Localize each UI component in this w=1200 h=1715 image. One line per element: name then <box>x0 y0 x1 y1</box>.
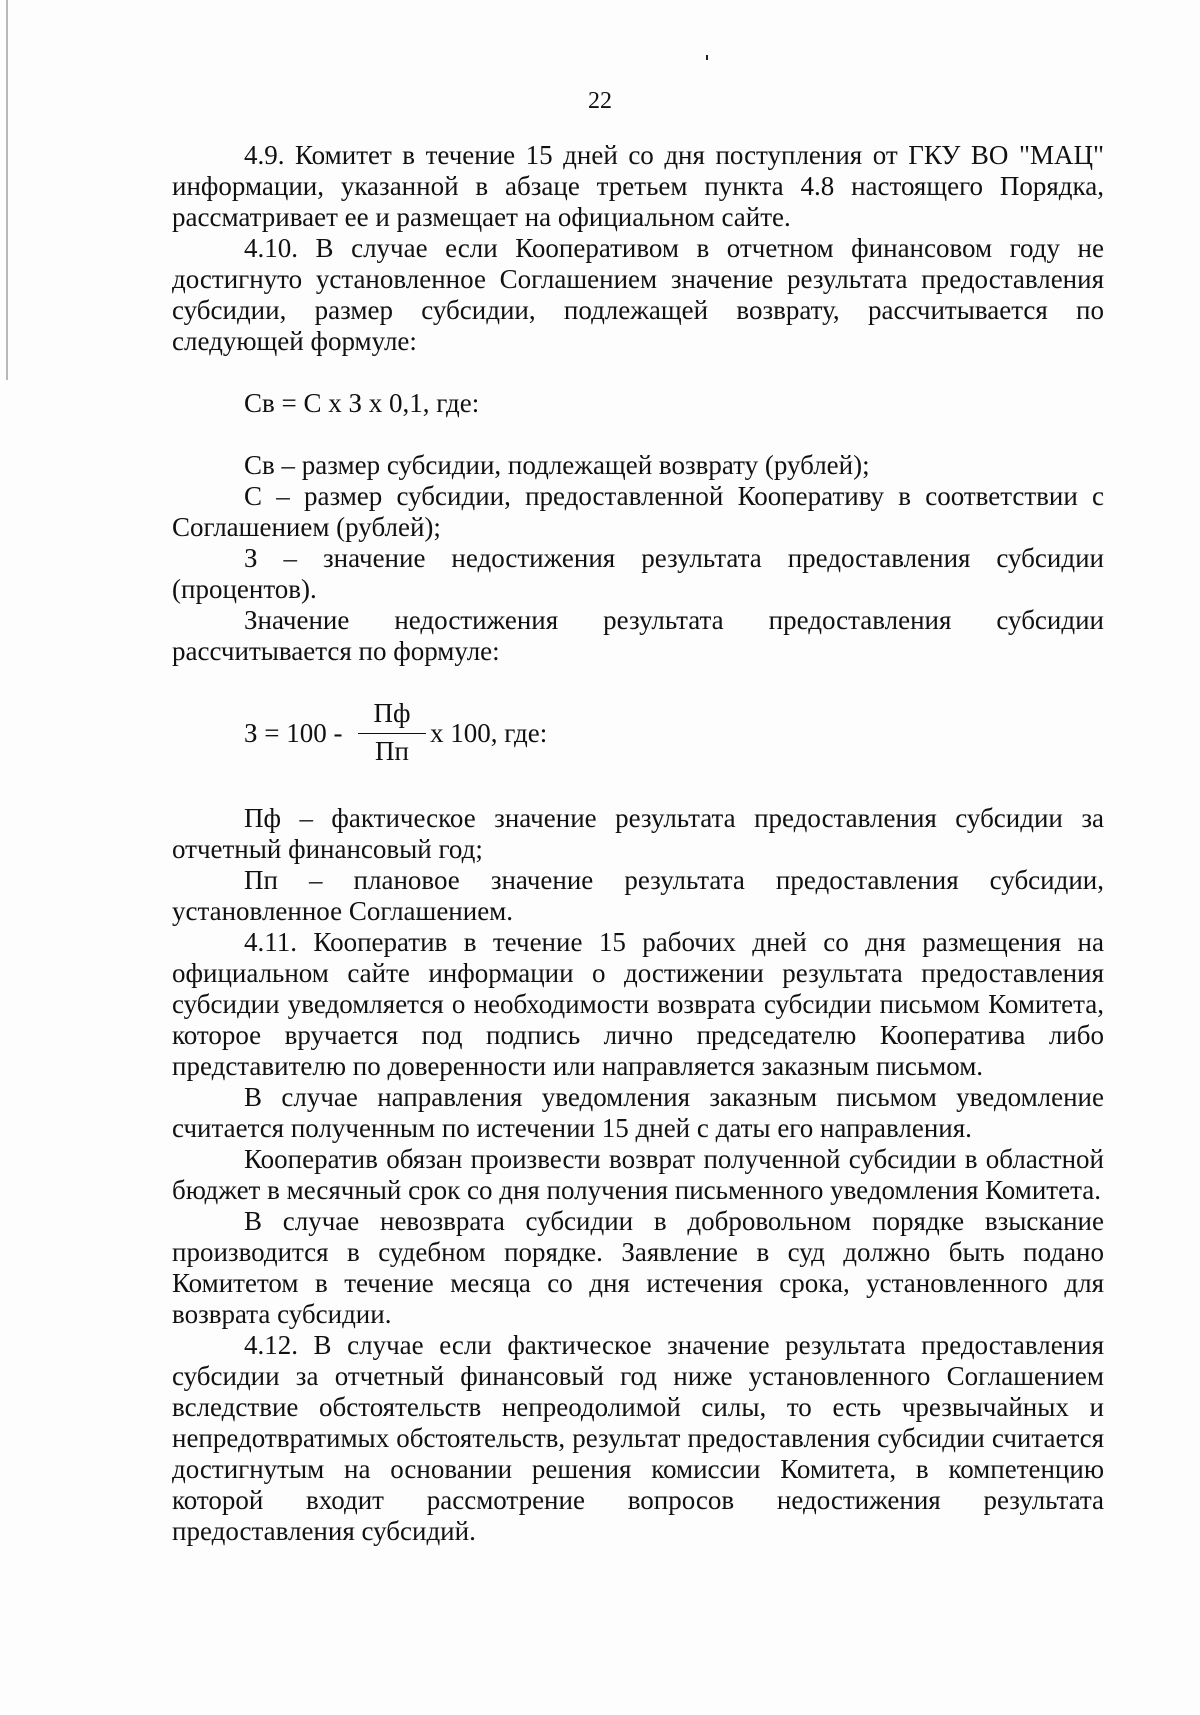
paragraph-4-9: 4.9. Комитет в течение 15 дней со дня поступления от ГКУ ВО "МАЦ" информации, указанной в абзаце третьем пункта 4.8 настоящего Порядка, рассматривает ее и размещает на официальном сайте. <box>172 140 1104 232</box>
paragraph-return-obligation: Кооператив обязан произвести возврат полученной субсидии в областной бюджет в месячный срок со дня получения письменного уведомления Комитета. <box>172 1144 1104 1205</box>
definition-pf: Пф – фактическое значение результата предоставления субсидии за отчетный финансовый год; <box>172 803 1104 864</box>
formula-z <box>172 698 1104 772</box>
formula-z-fraction <box>358 698 426 768</box>
scan-edge-artifact <box>6 0 8 380</box>
formula-sv: Св = С х З х 0,1, где: <box>244 388 480 418</box>
definition-sv: Св – размер субсидии, подлежащей возврату (рублей); <box>244 450 870 480</box>
document-body <box>172 140 1104 1547</box>
fraction-numerator: Пф <box>358 698 426 734</box>
definition-c: С – размер субсидии, предоставленной Кооперативу в соответствии с Соглашением (рублей); <box>172 481 1104 542</box>
paragraph-4-12: 4.12. В случае если фактическое значение результата предоставления субсидии за отчетный финансовый год ниже установленного Соглашением вследствие обстоятельств непреодолимой силы, то есть чрезвычайных и непредотвратимых обстоятельств, результат предоставления субсидии считается достигнутым на основании решения комиссии Комитета, в компетенцию которой входит рассмотрение вопросов недостижения результата предоставления субсидий. <box>172 1330 1104 1546</box>
fraction-denominator: Пп <box>375 736 409 766</box>
paragraph-registered-letter: В случае направления уведомления заказным письмом уведомление считается полученным по истечении 15 дней с даты его направления. <box>172 1082 1104 1143</box>
paragraph-court-recovery: В случае невозврата субсидии в добровольном порядке взыскание производится в судебном порядке. Заявление в суд должно быть подано Комитетом в течение месяца со дня истечения срока, установленного для возврата субсидии. <box>172 1206 1104 1329</box>
definition-pp: Пп – плановое значение результата предоставления субсидии, установленное Соглашением. <box>172 865 1104 926</box>
formula-z-left: З = 100 - <box>244 718 343 748</box>
page-number: 22 <box>588 88 612 114</box>
definition-z: З – значение недостижения результата предоставления субсидии (процентов). <box>172 543 1104 604</box>
paragraph-4-11: 4.11. Кооператив в течение 15 рабочих дней со дня размещения на официальном сайте информации о достижении результата предоставления субсидии уведомляется о необходимости возврата субсидии письмом Комитета, которое вручается под подпись лично председателю Кооператива либо представителю по доверенности или направляется заказным письмом. <box>172 927 1104 1081</box>
z-formula-intro: Значение недостижения результата предоставления субсидии рассчитывается по формуле: <box>172 605 1104 666</box>
formula-z-right: х 100, где: <box>430 718 548 748</box>
paragraph-4-10: 4.10. В случае если Кооперативом в отчетном финансовом году не достигнуто установленное Соглашением значение результата предоставления субсидии, размер субсидии, подлежащей возврату, рассчитывается по следующей формуле: <box>172 233 1104 356</box>
scan-speck <box>706 55 708 60</box>
